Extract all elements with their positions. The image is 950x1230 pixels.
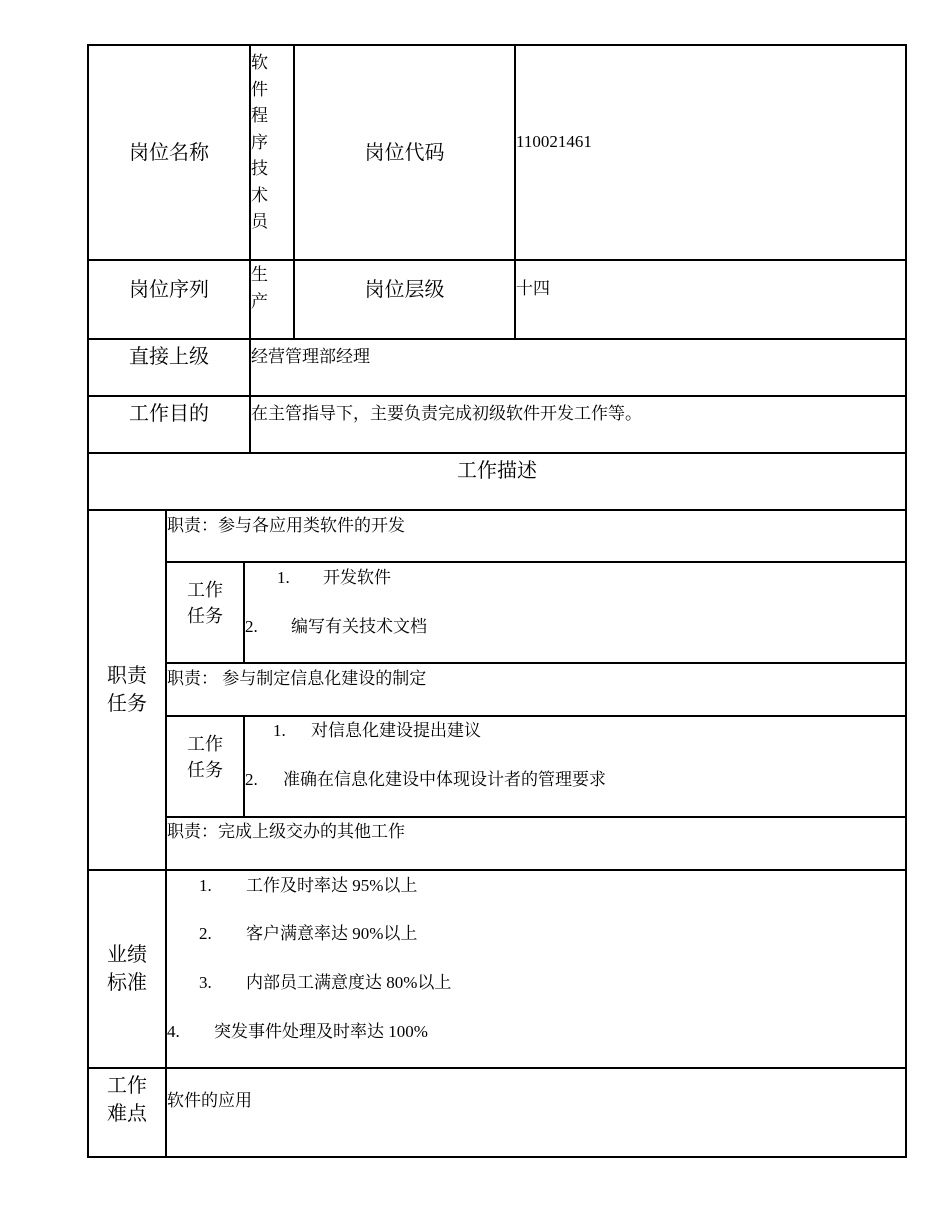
duty-2: 职责： 参与制定信息化建设的制定	[167, 669, 427, 688]
position-code-value: 110021461	[516, 132, 592, 151]
duty-1-task-label: 工作任务	[187, 580, 223, 626]
sequence-value: 生产	[251, 265, 268, 311]
performance-item-1: 1. 工作及时率达 95%以上	[199, 876, 418, 895]
sequence-label: 岗位序列	[129, 278, 209, 301]
superior-label: 直接上级	[129, 346, 209, 368]
duty-2-task-2: 2. 准确在信息化建设中体现设计者的管理要求	[245, 770, 606, 789]
superior-value: 经营管理部经理	[251, 347, 370, 366]
work-description-title: 工作描述	[457, 460, 537, 482]
duty-1: 职责：参与各应用类软件的开发	[167, 516, 405, 535]
position-code-label: 岗位代码	[364, 141, 445, 164]
duty-2-task-1: 1. 对信息化建设提出建议	[273, 721, 481, 740]
performance-label: 业绩标准	[107, 944, 147, 994]
duties-label: 职责任务	[107, 665, 147, 715]
level-value: 十四	[516, 279, 550, 298]
difficulty-label: 工作难点	[107, 1075, 147, 1125]
performance-item-2: 2. 客户满意率达 90%以上	[199, 924, 418, 943]
purpose-label: 工作目的	[129, 403, 209, 425]
level-label: 岗位层级	[364, 278, 445, 301]
difficulty-value: 软件的应用	[167, 1091, 252, 1110]
purpose-value: 在主管指导下，主要负责完成初级软件开发工作等。	[251, 404, 642, 423]
position-name-label: 岗位名称	[129, 141, 209, 164]
position-name-value: 软件程序技术员	[251, 53, 268, 231]
performance-item-4: 4. 突发事件处理及时率达 100%	[167, 1022, 428, 1041]
duty-1-task-2: 2. 编写有关技术文档	[245, 617, 427, 636]
performance-item-3: 3. 内部员工满意度达 80%以上	[199, 973, 452, 992]
duty-2-task-label: 工作任务	[187, 734, 223, 780]
duty-1-task-1: 1. 开发软件	[277, 568, 391, 587]
duty-3: 职责：完成上级交办的其他工作	[167, 822, 405, 841]
